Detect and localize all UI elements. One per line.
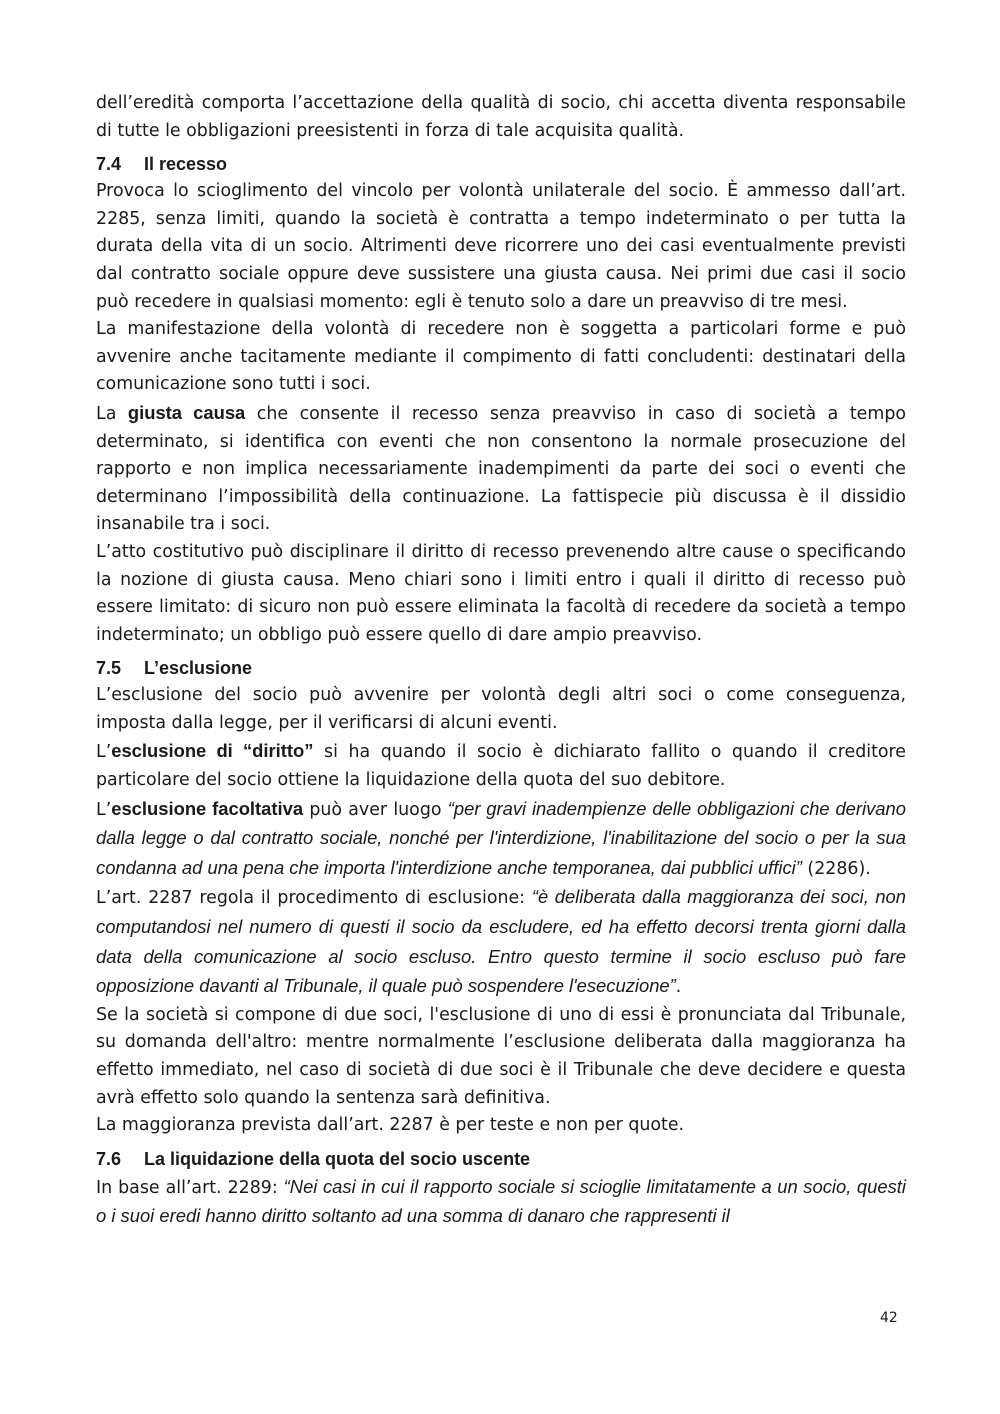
- bold-term: giusta causa: [127, 401, 246, 423]
- paragraph: [96, 1173, 906, 1232]
- text: può aver luogo: [303, 799, 448, 820]
- section-title: Il recesso: [144, 154, 228, 175]
- text: che consente il recesso senza preavviso in caso di società a tempo determinato, si identifica con eventi che non consentono la normale prosecuzione del rapporto e non implica necessariamente inadempimenti da parte dei soci o eventi che determinano l’impossibilità della continuazione. La fattispecie più discussa è il dissidio insanabile tra i soci.: [96, 403, 906, 535]
- paragraph: Se la società si compone di due soci, l'esclusione di uno di essi è pronunciata dal Tribunale, su domanda dell'altro: mentre normalmente l’esclusione deliberata dalla maggioranza ha effetto immediato, nel caso di società di due soci è il Tribunale che deve decidere e questa avrà effetto solo quando la sentenza sarà definitiva.: [96, 1004, 906, 1108]
- text: In base all’art. 2289:: [96, 1177, 284, 1198]
- paragraph: [96, 795, 906, 884]
- section-heading-7-5: [96, 655, 906, 682]
- text: si ha quando il socio è dichiarato fallito o quando il creditore particolare del socio ottiene la liquidazione della quota del suo debitore.: [96, 742, 906, 791]
- section-title: La liquidazione della quota del socio uscente: [144, 1148, 531, 1169]
- text: L’art. 2287 regola il procedimento di esclusione:: [96, 888, 532, 909]
- text: L’: [96, 799, 112, 820]
- text: L’: [96, 742, 112, 763]
- page-body: [96, 90, 906, 1232]
- paragraph: dell’eredità comporta l’accettazione della qualità di socio, chi accetta diventa responsabile di tutte le obbligazioni preesistenti in forza di tale acquisita qualità.: [96, 93, 906, 141]
- quote: “è deliberata dalla maggioranza dei soci, non computandosi nel numero di questi il socio da escludere, ed ha effetto decorsi trenta giorni dalla data della comunicazione al socio escluso. Entro questo termine il socio escluso può fare opposizione davanti al Tribunale, il quale può sospendere l'esecuzione”: [96, 886, 907, 997]
- section-heading-7-4: [96, 151, 906, 178]
- paragraph: [96, 883, 906, 1001]
- bold-term: esclusione di “diritto”: [111, 740, 314, 762]
- paragraph: L’atto costitutivo può disciplinare il diritto di recesso prevenendo altre cause o specificando la nozione di giusta causa. Meno chiari sono i limiti entro i quali il diritto di recesso può essere limitato: di sicuro non può essere eliminata la facoltà di recedere da società a tempo indeterminato; un obbligo può essere quello di dare ampio preavviso.: [96, 541, 906, 645]
- section-number: 7.4: [96, 154, 122, 175]
- quote: “per gravi inadempienze delle obbligazioni che derivano dalla legge o dal contratto sociale, nonché per l'interdizione, l'inabilitazione del socio o per la sua condanna ad una pena che importa l'interdizione anche temporanea, dai pubblici uffici”: [96, 797, 906, 878]
- page-number: 42: [880, 1310, 898, 1326]
- paragraph: [96, 737, 906, 794]
- text: .: [675, 977, 682, 998]
- bold-term: esclusione facoltativa: [111, 797, 304, 819]
- paragraph: Provoca lo scioglimento del vincolo per volontà unilaterale del socio. È ammesso dall’art. 2285, senza limiti, quando la società è contratta a tempo indeterminato o per tutta la durata della vita di un socio. Altrimenti deve ricorrere uno dei casi eventualmente previsti dal contratto sociale oppure deve sussistere una giusta causa. Nei primi due casi il socio può recedere in qualsiasi momento: egli è tenuto solo a dare un preavviso di tre mesi.: [96, 181, 906, 312]
- section-number: 7.5: [96, 658, 122, 679]
- section-title: L’esclusione: [144, 658, 253, 679]
- quote: “Nei casi in cui il rapporto sociale si scioglie limitatamente a un socio, questi o i suoi eredi hanno diritto soltanto ad una somma di danaro che rappresenti il: [96, 1175, 906, 1227]
- text: (2286).: [801, 858, 871, 879]
- paragraph: La manifestazione della volontà di recedere non è soggetta a particolari forme e può avvenire anche tacitamente mediante il compimento di fatti concludenti: destinatari della comunicazione sono tutti i soci.: [96, 319, 906, 395]
- paragraph: [96, 399, 906, 539]
- paragraph: L’esclusione del socio può avvenire per volontà degli altri soci o come conseguenza, imposta dalla legge, per il verificarsi di alcuni eventi.: [96, 685, 906, 733]
- paragraph: La maggioranza prevista dall’art. 2287 è per teste e non per quote.: [96, 1115, 685, 1136]
- section-heading-7-6: [96, 1146, 906, 1173]
- text: La: [96, 403, 128, 424]
- section-number: 7.6: [96, 1148, 122, 1169]
